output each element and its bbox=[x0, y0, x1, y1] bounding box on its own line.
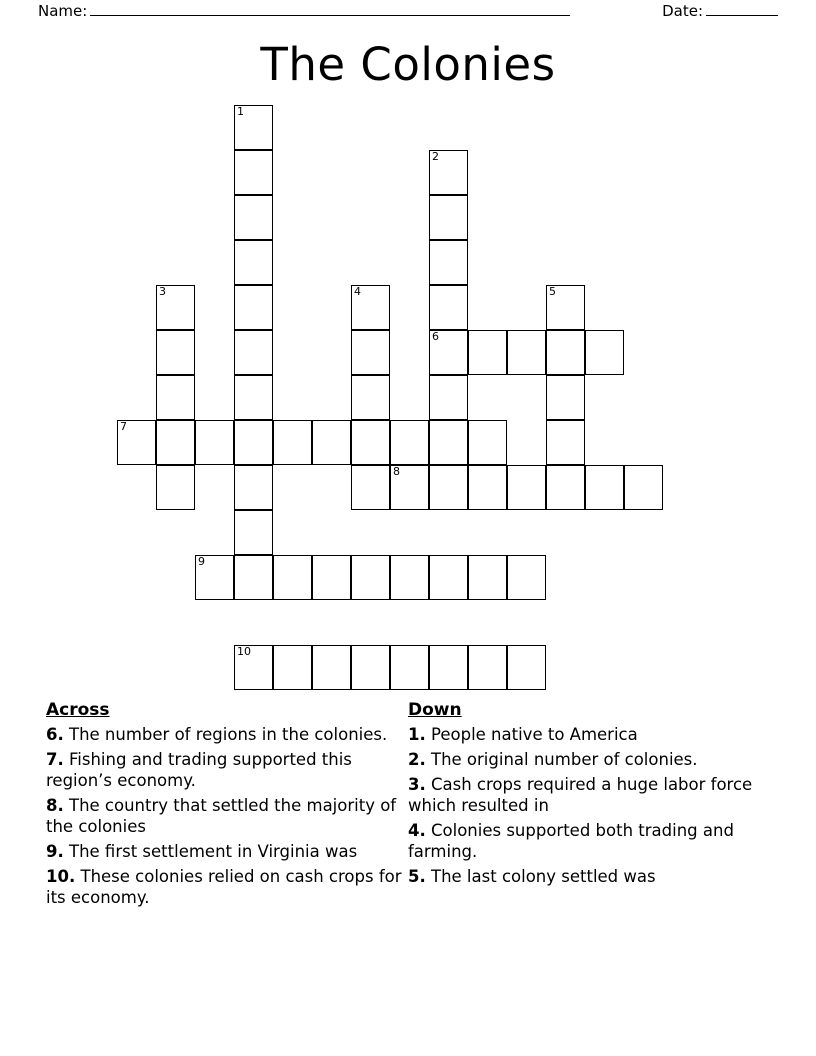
grid-cell[interactable] bbox=[273, 555, 312, 600]
grid-cell[interactable] bbox=[429, 375, 468, 420]
grid-cell[interactable] bbox=[273, 420, 312, 465]
clue-down-2 bbox=[408, 749, 756, 770]
clue-across-6 bbox=[46, 724, 408, 745]
grid-cell-start-7[interactable] bbox=[117, 420, 156, 465]
clues-section bbox=[46, 700, 770, 912]
date-field-group bbox=[662, 2, 778, 20]
clue-down-1-number: 1. bbox=[408, 725, 426, 744]
grid-cell[interactable] bbox=[234, 555, 273, 600]
grid-cell[interactable] bbox=[156, 375, 195, 420]
clue-down-1-text: People native to America bbox=[431, 725, 638, 744]
grid-cell-start-10[interactable] bbox=[234, 645, 273, 690]
grid-cell[interactable] bbox=[234, 465, 273, 510]
grid-cell[interactable] bbox=[351, 465, 390, 510]
grid-cell[interactable] bbox=[234, 330, 273, 375]
down-heading: Down bbox=[408, 700, 462, 720]
grid-cell[interactable] bbox=[351, 420, 390, 465]
grid-cell[interactable] bbox=[585, 465, 624, 510]
grid-cell[interactable] bbox=[234, 195, 273, 240]
grid-cell[interactable] bbox=[156, 330, 195, 375]
grid-cell-number: 1 bbox=[237, 105, 244, 118]
clue-across-8-number: 8. bbox=[46, 796, 64, 815]
grid-cell-number: 10 bbox=[237, 645, 251, 658]
clue-down-2-text: The original number of colonies. bbox=[431, 750, 698, 769]
clue-across-10 bbox=[46, 866, 408, 908]
grid-cell[interactable] bbox=[429, 195, 468, 240]
grid-cell[interactable] bbox=[351, 645, 390, 690]
grid-cell[interactable] bbox=[390, 420, 429, 465]
grid-cell-number: 4 bbox=[354, 285, 361, 298]
clue-down-5-text: The last colony settled was bbox=[431, 867, 656, 886]
grid-cell-number: 2 bbox=[432, 150, 439, 163]
grid-cell[interactable] bbox=[429, 645, 468, 690]
grid-cell[interactable] bbox=[429, 240, 468, 285]
grid-cell[interactable] bbox=[234, 240, 273, 285]
grid-cell[interactable] bbox=[390, 645, 429, 690]
grid-cell[interactable] bbox=[273, 645, 312, 690]
grid-cell[interactable] bbox=[468, 645, 507, 690]
grid-cell-number: 8 bbox=[393, 465, 400, 478]
page-title: The Colonies bbox=[260, 38, 556, 91]
across-heading: Across bbox=[46, 700, 110, 720]
clue-down-3-number: 3. bbox=[408, 775, 426, 794]
clue-across-8-text: The country that settled the majority of the colonies bbox=[46, 796, 397, 836]
clue-across-10-number: 10. bbox=[46, 867, 76, 886]
grid-cell-start-3[interactable] bbox=[156, 285, 195, 330]
grid-cell[interactable] bbox=[429, 285, 468, 330]
grid-cell[interactable] bbox=[507, 330, 546, 375]
name-label: Name: bbox=[38, 2, 88, 20]
grid-cell[interactable] bbox=[234, 375, 273, 420]
grid-cell[interactable] bbox=[234, 285, 273, 330]
clue-down-3 bbox=[408, 774, 756, 816]
grid-cell[interactable] bbox=[234, 510, 273, 555]
grid-cell[interactable] bbox=[468, 555, 507, 600]
clue-down-4-number: 4. bbox=[408, 821, 426, 840]
grid-cell[interactable] bbox=[546, 375, 585, 420]
clue-across-8 bbox=[46, 795, 408, 837]
grid-cell-start-8[interactable] bbox=[390, 465, 429, 510]
date-write-line[interactable] bbox=[706, 3, 778, 16]
grid-cell-start-2[interactable] bbox=[429, 150, 468, 195]
grid-cell[interactable] bbox=[507, 465, 546, 510]
clue-across-9-number: 9. bbox=[46, 842, 64, 861]
name-field-group bbox=[38, 2, 648, 20]
clue-across-9-text: The first settlement in Virginia was bbox=[69, 842, 358, 861]
clue-down-5-number: 5. bbox=[408, 867, 426, 886]
grid-cell[interactable] bbox=[429, 555, 468, 600]
grid-cell[interactable] bbox=[624, 465, 663, 510]
clue-down-5 bbox=[408, 866, 756, 887]
grid-cell[interactable] bbox=[351, 330, 390, 375]
grid-cell[interactable] bbox=[468, 465, 507, 510]
clue-down-2-number: 2. bbox=[408, 750, 426, 769]
across-clues-column bbox=[46, 700, 408, 912]
grid-cell-number: 5 bbox=[549, 285, 556, 298]
grid-cell[interactable] bbox=[234, 420, 273, 465]
clue-down-1 bbox=[408, 724, 756, 745]
grid-cell[interactable] bbox=[312, 555, 351, 600]
grid-cell-start-6[interactable] bbox=[429, 330, 468, 375]
grid-cell-start-9[interactable] bbox=[195, 555, 234, 600]
grid-cell-number: 3 bbox=[159, 285, 166, 298]
clue-across-7-number: 7. bbox=[46, 750, 64, 769]
date-label: Date: bbox=[662, 2, 703, 20]
grid-cell[interactable] bbox=[546, 465, 585, 510]
grid-cell[interactable] bbox=[546, 420, 585, 465]
clue-across-9 bbox=[46, 841, 408, 862]
grid-cell[interactable] bbox=[312, 420, 351, 465]
grid-cell-start-5[interactable] bbox=[546, 285, 585, 330]
grid-cell[interactable] bbox=[234, 150, 273, 195]
grid-cell[interactable] bbox=[351, 555, 390, 600]
grid-cell[interactable] bbox=[351, 375, 390, 420]
grid-cell[interactable] bbox=[312, 645, 351, 690]
grid-cell[interactable] bbox=[195, 420, 234, 465]
clue-down-4 bbox=[408, 820, 756, 862]
grid-cell[interactable] bbox=[468, 330, 507, 375]
grid-cell[interactable] bbox=[507, 555, 546, 600]
grid-cell[interactable] bbox=[429, 420, 468, 465]
grid-cell[interactable] bbox=[507, 645, 546, 690]
grid-cell-start-4[interactable] bbox=[351, 285, 390, 330]
worksheet-header bbox=[0, 0, 816, 28]
clue-down-4-text: Colonies supported both trading and farming. bbox=[408, 821, 734, 861]
grid-cell[interactable] bbox=[156, 420, 195, 465]
grid-cell[interactable] bbox=[429, 465, 468, 510]
clue-across-7-text: Fishing and trading supported this region’s economy. bbox=[46, 750, 352, 790]
clue-down-3-text: Cash crops required a huge labor force which resulted in bbox=[408, 775, 753, 815]
grid-cell-number: 6 bbox=[432, 330, 439, 343]
clue-across-10-text: These colonies relied on cash crops for its economy. bbox=[46, 867, 402, 907]
clue-across-7 bbox=[46, 749, 408, 791]
name-write-line[interactable] bbox=[90, 3, 570, 16]
grid-cell[interactable] bbox=[156, 465, 195, 510]
grid-cell[interactable] bbox=[390, 555, 429, 600]
grid-cell-number: 9 bbox=[198, 555, 205, 568]
down-clues-column bbox=[408, 700, 756, 912]
grid-cell[interactable] bbox=[468, 420, 507, 465]
grid-cell[interactable] bbox=[585, 330, 624, 375]
grid-cell[interactable] bbox=[546, 330, 585, 375]
crossword-grid[interactable] bbox=[0, 105, 816, 695]
clue-across-6-number: 6. bbox=[46, 725, 64, 744]
grid-cell-start-1[interactable] bbox=[234, 105, 273, 150]
grid-cell-number: 7 bbox=[120, 420, 127, 433]
clue-across-6-text: The number of regions in the colonies. bbox=[69, 725, 388, 744]
